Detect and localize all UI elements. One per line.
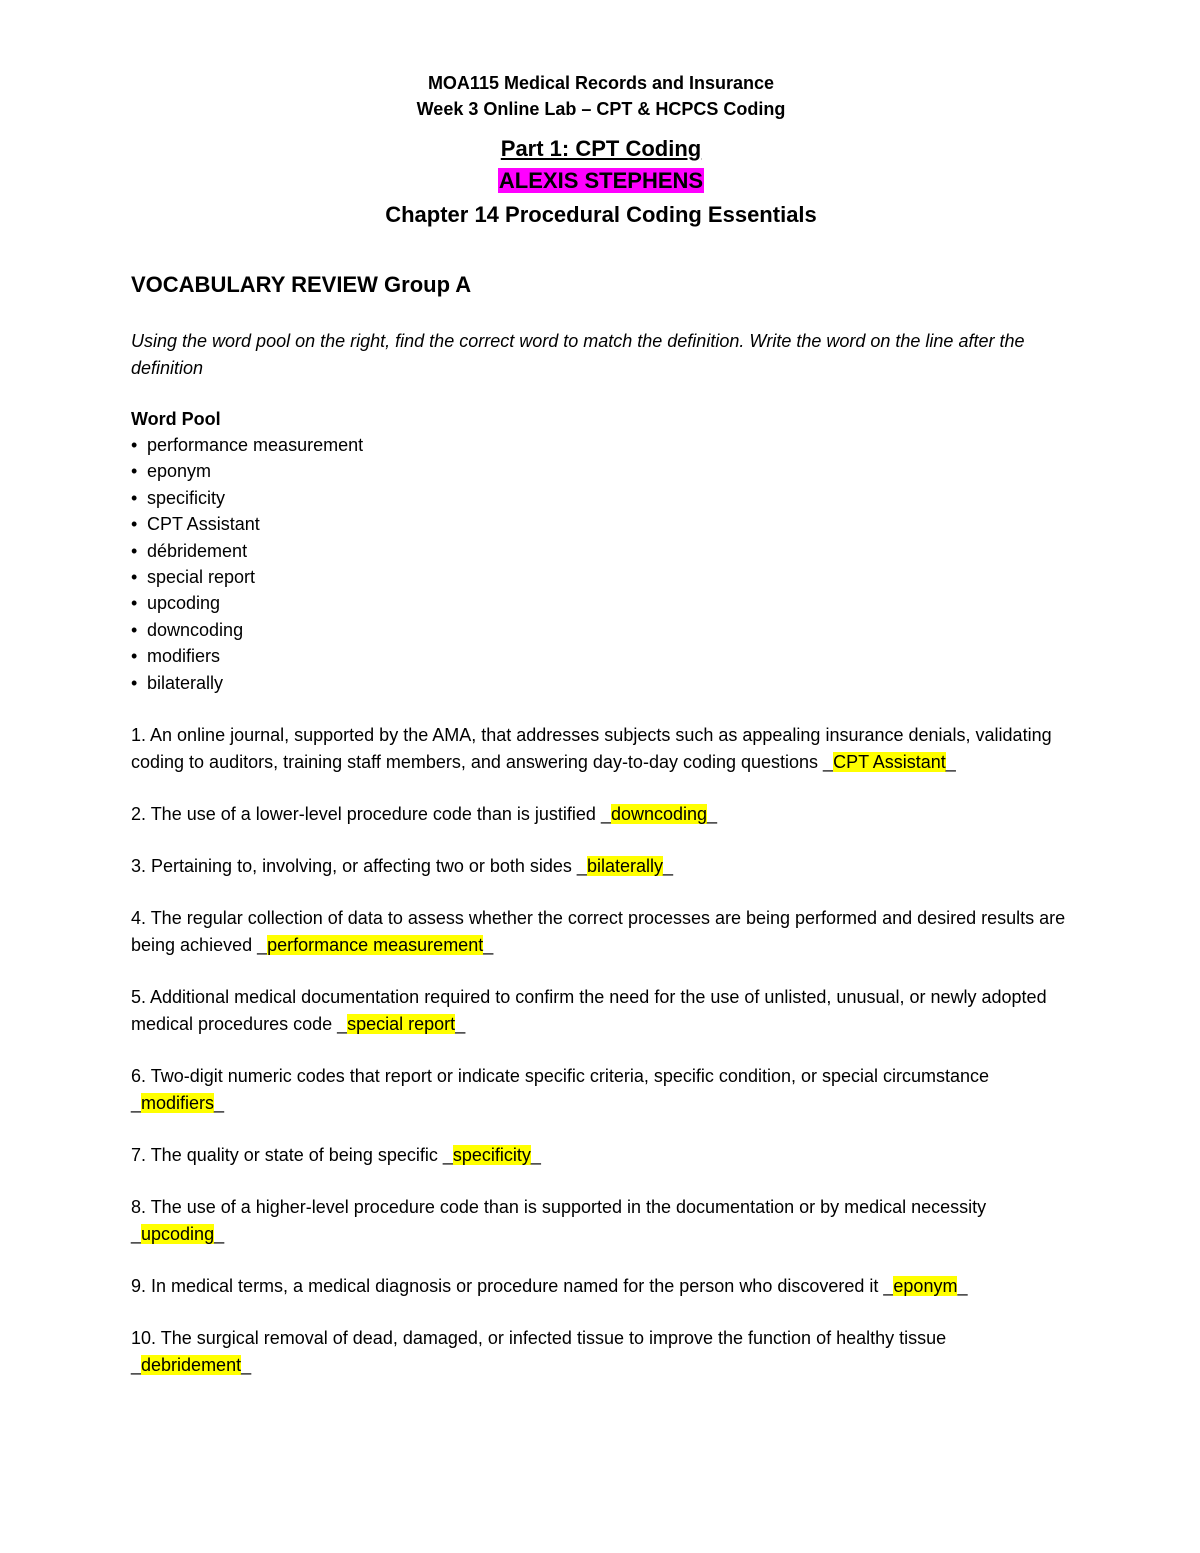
question-text: The regular collection of data to assess whether the correct processes are being performed and desired results are being achieved _ (131, 908, 1066, 956)
question-text: An online journal, supported by the AMA, that addresses subjects such as appealing insurance denials, validating coding to auditors, training staff members, and answering day-to-day coding questions _ (131, 725, 1052, 773)
question-9 (131, 1273, 1071, 1300)
question-text: The use of a lower-level procedure code than is justified _ (146, 804, 611, 825)
question-answer: debridement (141, 1355, 242, 1376)
question-answer: performance measurement (267, 935, 484, 956)
word-pool-item: • eponym (131, 458, 1071, 484)
word-pool-item: • upcoding (131, 590, 1071, 616)
word-pool-item: • CPT Assistant (131, 511, 1071, 537)
document-header (131, 70, 1071, 230)
word-pool-item: • bilaterally (131, 670, 1071, 696)
question-number: 3. (131, 856, 147, 877)
question-1 (131, 722, 1071, 776)
question-text: The quality or state of being specific _ (146, 1145, 453, 1166)
question-3 (131, 853, 1071, 880)
question-text: Pertaining to, involving, or affecting two or both sides _ (146, 856, 587, 877)
student-name-line (131, 166, 1071, 196)
question-10 (131, 1325, 1071, 1379)
question-text: In medical terms, a medical diagnosis or procedure named for the person who discovered it _ (146, 1276, 894, 1297)
student-name: ALEXIS STEPHENS (498, 168, 704, 193)
question-answer: downcoding (610, 804, 708, 825)
question-answer: modifiers (141, 1093, 215, 1114)
question-number: 6. (131, 1066, 147, 1087)
question-number: 7. (131, 1145, 147, 1166)
answer-underline: _ (662, 856, 673, 877)
word-pool-item: • modifiers (131, 643, 1071, 669)
course-title: MOA115 Medical Records and Insurance (427, 73, 775, 93)
lab-title: Week 3 Online Lab – CPT & HCPCS Coding (416, 99, 786, 119)
document-page (131, 70, 1071, 1404)
answer-underline: _ (530, 1145, 541, 1166)
question-answer: specificity (452, 1145, 531, 1166)
question-answer: bilaterally (586, 856, 663, 877)
answer-underline: _ (241, 1355, 252, 1376)
question-number: 9. (131, 1276, 147, 1297)
question-answer: CPT Assistant (833, 752, 946, 773)
word-pool-item: • downcoding (131, 617, 1071, 643)
question-number: 10. (131, 1328, 157, 1349)
question-text: The use of a higher-level procedure code than is supported in the documentation or by medical necessity _ (131, 1197, 987, 1245)
question-text: Two-digit numeric codes that report or indicate specific criteria, specific condition, or special circumstance _ (131, 1066, 990, 1114)
question-list (131, 722, 1071, 1379)
question-2 (131, 801, 1071, 828)
answer-underline: _ (455, 1014, 466, 1035)
question-6 (131, 1063, 1071, 1117)
answer-underline: _ (214, 1224, 225, 1245)
word-pool-label: Word Pool (131, 409, 221, 429)
question-number: 5. (131, 987, 147, 1008)
word-pool-item: • débridement (131, 538, 1071, 564)
question-number: 4. (131, 908, 147, 929)
question-text: Additional medical documentation required to confirm the need for the use of unlisted, unusual, or newly adopted medical procedures code _ (131, 987, 1047, 1035)
answer-underline: _ (957, 1276, 968, 1297)
question-4 (131, 905, 1071, 959)
question-number: 2. (131, 804, 147, 825)
question-text: The surgical removal of dead, damaged, or infected tissue to improve the function of healthy tissue _ (131, 1328, 947, 1376)
answer-underline: _ (214, 1093, 225, 1114)
question-answer: special report (347, 1014, 456, 1035)
answer-underline: _ (707, 804, 718, 825)
question-number: 8. (131, 1197, 147, 1218)
part-title: Part 1: CPT Coding (500, 136, 702, 161)
question-5 (131, 984, 1071, 1038)
instructions: Using the word pool on the right, find the correct word to match the definition. Write the word on the line after the definition (131, 331, 1025, 378)
question-number: 1. (131, 725, 147, 746)
word-pool-item: • specificity (131, 485, 1071, 511)
question-answer: upcoding (141, 1224, 215, 1245)
word-pool-item: • performance measurement (131, 432, 1071, 458)
question-7 (131, 1142, 1071, 1169)
answer-underline: _ (945, 752, 956, 773)
chapter-title: Chapter 14 Procedural Coding Essentials (385, 202, 817, 227)
section-title: VOCABULARY REVIEW Group A (131, 272, 472, 297)
answer-underline: _ (483, 935, 494, 956)
question-answer: eponym (893, 1276, 958, 1297)
word-pool-list (131, 432, 1071, 696)
word-pool-item: • special report (131, 564, 1071, 590)
question-8 (131, 1194, 1071, 1248)
